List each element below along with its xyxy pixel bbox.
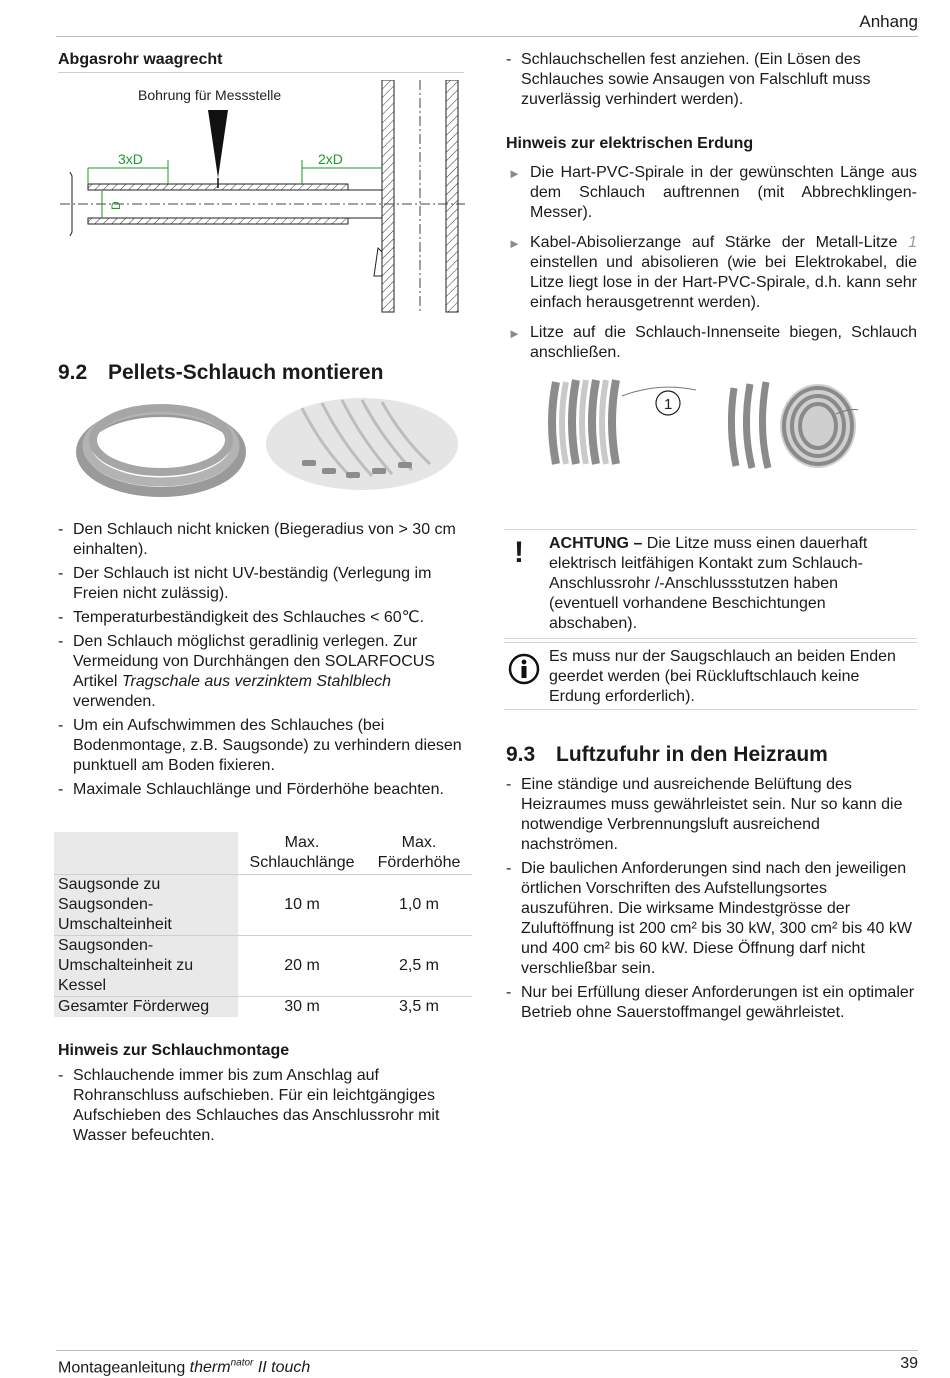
table-cell-height: 1,0 m bbox=[366, 874, 472, 935]
footer-brand: therm$^{nator}$ II touch bbox=[189, 1358, 311, 1377]
info-icon bbox=[508, 653, 540, 685]
table-row bbox=[54, 874, 472, 935]
table-cell-length: 10 m bbox=[238, 874, 366, 935]
section-title: Luftzufuhr in den Heizraum bbox=[556, 743, 828, 766]
flue-pipe-diagram bbox=[60, 80, 465, 325]
warning-body: Die Litze muss einen dauerhaft elektrisch leitfähigen Kontakt zum Schlauch-Anschlussrohr /-Anschlussstutzen haben (eventuell vorhandene Beschichtungen abschaben). bbox=[549, 535, 868, 632]
table-row bbox=[54, 935, 472, 996]
table-header-blank bbox=[54, 832, 238, 874]
table-cell-height: 2,5 m bbox=[366, 935, 472, 996]
header-divider bbox=[56, 36, 918, 37]
list-item bbox=[58, 632, 464, 712]
list-item bbox=[506, 163, 917, 223]
hose-end-photo bbox=[728, 378, 862, 472]
list-item: - Eine ständige und ausreichende Belüftung des Heizraumes muss gewährleistet sein. Nur so kann die notwendige Verbrennungsluft ausreichend nachströmen. bbox=[506, 775, 917, 855]
ventilation-list bbox=[506, 775, 917, 1027]
arrow-icon: ► bbox=[508, 166, 521, 181]
table-cell-label: Saugsonden-Umschalteinheit zu Kessel bbox=[54, 935, 238, 996]
section-title: Pellets-Schlauch montieren bbox=[108, 361, 384, 384]
drill-arrow-icon bbox=[208, 110, 228, 178]
dimension-label-3xd: 3xD bbox=[118, 151, 143, 167]
table-cell-label: Gesamter Förderweg bbox=[54, 996, 238, 1017]
figure-title: Abgasrohr waagrecht bbox=[58, 51, 223, 68]
warning-label: ACHTUNG – bbox=[549, 535, 643, 552]
list-item bbox=[506, 233, 917, 313]
arrow-icon: ► bbox=[508, 326, 521, 341]
list-item-text-end: verwenden. bbox=[73, 693, 156, 710]
arrow-icon: ► bbox=[508, 236, 521, 251]
list-item: - Maximale Schlauchlänge und Förderhöhe beachten. bbox=[58, 780, 464, 800]
table-cell-height: 3,5 m bbox=[366, 996, 472, 1017]
list-item: - Temperaturbeständigkeit des Schlauches < 60℃. bbox=[58, 608, 464, 628]
hose-coil-photo bbox=[76, 394, 246, 500]
section-heading-9-3 bbox=[506, 742, 917, 768]
section-heading-9-2 bbox=[58, 360, 464, 386]
list-item-text: Die Hart-PVC-Spirale in der gewünschten Länge aus dem Schlauch auftrennen (mit Abbrechklingen-Messer). bbox=[530, 164, 917, 221]
list-item-text: Den Schlauch möglichst geradlinig verlegen. Zur Vermeidung von Durchhängen den SOLARFOCUS Artikel bbox=[73, 633, 435, 690]
clamp-instructions-list bbox=[506, 50, 917, 114]
figure-title-rule bbox=[58, 72, 464, 73]
section-number: 9.2 bbox=[58, 361, 88, 384]
list-item: - Die baulichen Anforderungen sind nach den jeweiligen örtlichen Vorschriften des Aufstellungsortes auszuführen. Die wirksame Mindestgrösse der Zuluftöffnung ist 200 cm² bis 30 kW, 300 cm² bis 40 kW und 400 cm² bis 60 kW. Diese Öffnung darf nicht verschließbar sein. bbox=[506, 859, 917, 979]
list-item: - Der Schlauch ist nicht UV-beständig (Verlegung im Freien nicht zulässig). bbox=[58, 564, 464, 604]
warning-box bbox=[504, 529, 917, 639]
table-header-length: Max. Schlauchlänge bbox=[238, 832, 366, 874]
table-cell-length: 30 m bbox=[238, 996, 366, 1017]
list-item: - Den Schlauch nicht knicken (Biegeradius von > 30 cm einhalten). bbox=[58, 520, 464, 560]
exclamation-icon: ! bbox=[514, 536, 524, 569]
erdung-steps-list bbox=[506, 163, 917, 373]
product-name: Tragschale aus verzinktem Stahlblech bbox=[121, 673, 392, 690]
hose-instructions-list bbox=[58, 520, 464, 804]
info-text: Es muss nur der Saugschlauch an beiden Enden geerdet werden (bei Rückluftschlauch keine Erdung erforderlich). bbox=[549, 648, 896, 705]
table-header-height: Max. Förderhöhe bbox=[366, 832, 472, 874]
list-item: - Um ein Aufschwimmen des Schlauches (bei Bodenmontage, z.B. Saugsonde) zu verhindern diesen punktuell am Boden fixieren. bbox=[58, 716, 464, 776]
list-item: - Schlauchende immer bis zum Anschlag auf Rohranschluss aufschieben. Für ein leichtgängiges Aufschieben des Schlauches das Anschlussrohr mit Wasser befeuchten. bbox=[58, 1066, 464, 1146]
hint-list bbox=[58, 1066, 464, 1150]
warning-text bbox=[549, 534, 909, 634]
footer-divider bbox=[56, 1350, 918, 1351]
dimension-label-d: D bbox=[109, 201, 123, 210]
list-item-text: Kabel-Abisolierzange auf Stärke der Metall-Litze bbox=[530, 234, 898, 251]
list-item-text: Litze auf die Schlauch-Innenseite biegen, Schlauch anschließen. bbox=[530, 324, 917, 361]
list-item: - Nur bei Erfüllung dieser Anforderungen ist ein optimaler Betrieb ohne Sauerstoffmangel gewährleistet. bbox=[506, 983, 917, 1023]
photo-callout-number: 1 bbox=[664, 396, 673, 413]
footer-doc-name: Montageanleitung bbox=[58, 1359, 186, 1377]
page-number: 39 bbox=[900, 1355, 918, 1372]
hose-spiral-parts-photo bbox=[262, 388, 462, 492]
table-row bbox=[54, 996, 472, 1017]
hose-wire-photo bbox=[548, 376, 698, 468]
table-cell-length: 20 m bbox=[238, 935, 366, 996]
erdung-title: Hinweis zur elektrischen Erdung bbox=[506, 135, 754, 152]
footer-doc-title bbox=[58, 1354, 310, 1378]
list-item bbox=[506, 323, 917, 363]
info-box bbox=[504, 642, 917, 710]
figure-reference: 1 bbox=[908, 234, 917, 251]
section-number: 9.3 bbox=[506, 743, 536, 766]
list-item-text-end: einstellen und abisolieren (wie bei Elektrokabel, die Litze liegt lose in der Hart-PVC-Spirale, d.h. kann sehr einfach herausgetrennt werden). bbox=[530, 254, 917, 311]
hint-title: Hinweis zur Schlauchmontage bbox=[58, 1042, 290, 1059]
diagram-label-drill: Bohrung für Messstelle bbox=[138, 87, 282, 103]
table-cell-label: Saugsonde zu Saugsonden-Umschalteinheit bbox=[54, 874, 238, 935]
list-item: - Schlauchschellen fest anziehen. (Ein Lösen des Schlauches sowie Ansaugen von Falschluft muss zuverlässig verhindert werden). bbox=[506, 50, 917, 110]
running-header: Anhang bbox=[859, 12, 918, 31]
dimension-label-2xd: 2xD bbox=[318, 151, 343, 167]
hose-spec-table bbox=[54, 832, 472, 1017]
